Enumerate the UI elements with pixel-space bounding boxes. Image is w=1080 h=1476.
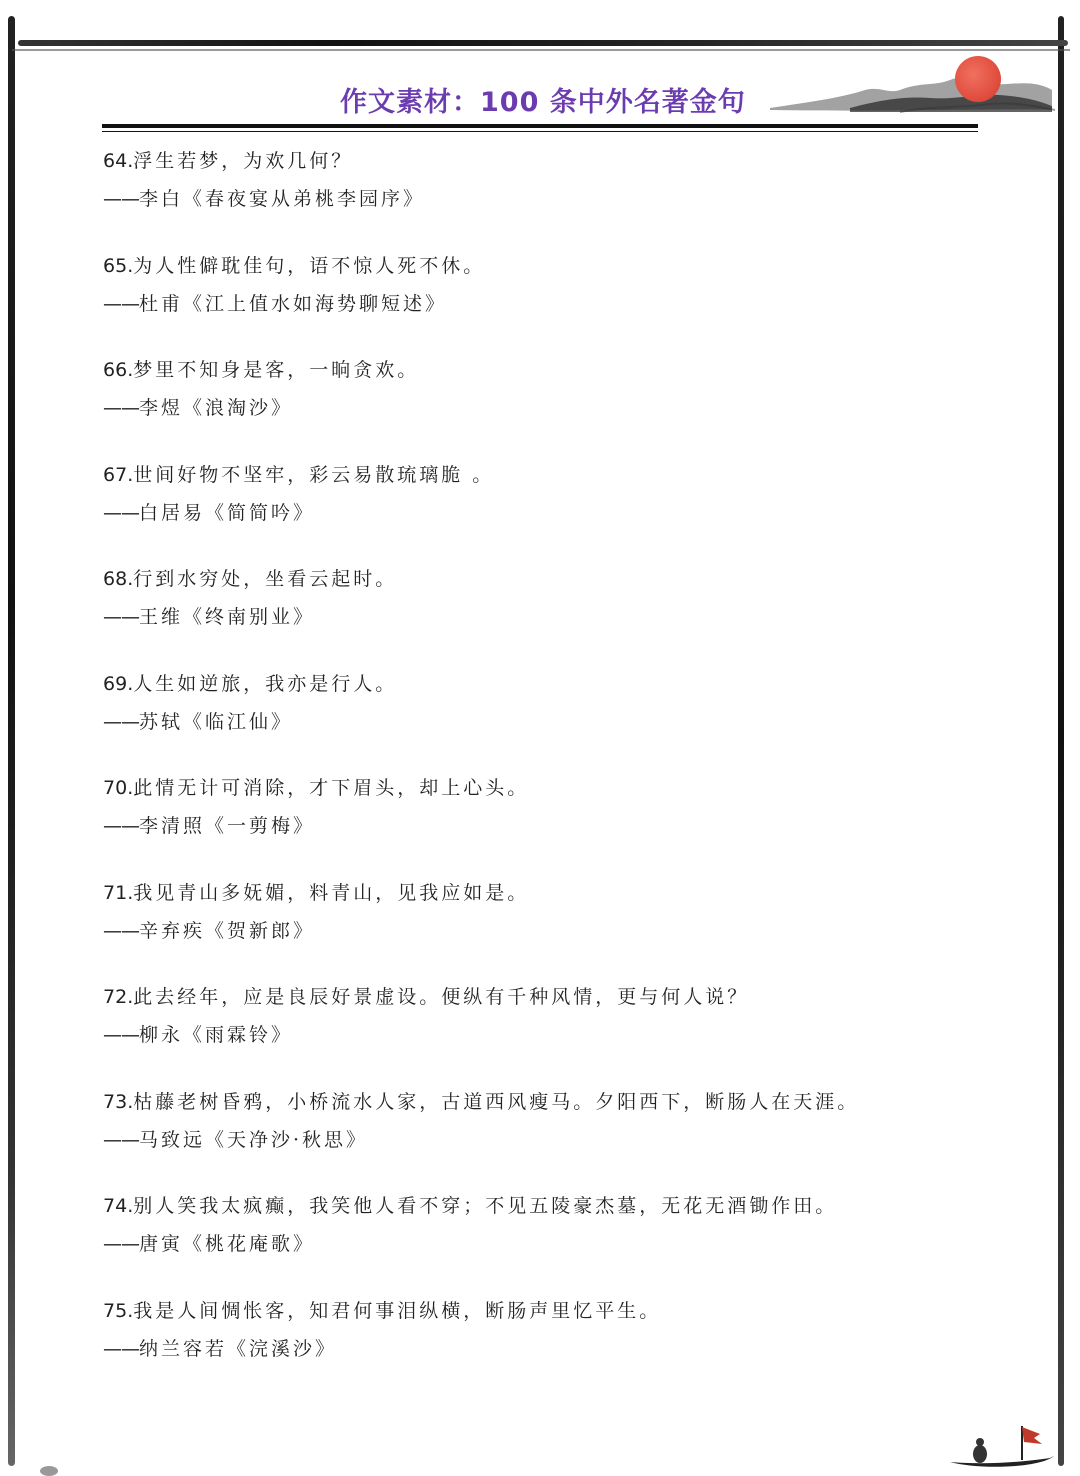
quote-entry: [103, 456, 983, 561]
source-dash: ——: [103, 815, 139, 837]
quote-source-line: [103, 703, 983, 741]
brush-frame-left: [8, 16, 15, 1466]
quote-source-line: [103, 1016, 983, 1054]
quote-entry: [103, 769, 983, 874]
quote-source: 辛弃疾《贺新郎》: [139, 919, 316, 942]
quote-text: 我是人间惆怅客，知君何事泪纵横，断肠声里忆平生。: [133, 1299, 662, 1322]
quote-text: 此去经年，应是良辰好景虚设。便纵有千种风情，更与何人说？: [133, 986, 750, 1008]
source-dash: ——: [103, 188, 139, 210]
quote-source: 李煜《浪淘沙》: [139, 397, 294, 419]
quote-entry: [103, 351, 983, 456]
quote-number-suffix: .: [127, 1299, 134, 1322]
quote-source-line: [103, 285, 983, 323]
quote-number-suffix: .: [127, 1090, 134, 1113]
quote-source: 王维《终南别业》: [139, 606, 316, 628]
quote-number-suffix: .: [127, 568, 134, 590]
page-title: 作文素材：100 条中外名著金句: [340, 87, 746, 118]
quote-text: 为人性僻耽佳句，语不惊人死不休。: [133, 254, 486, 277]
corner-ink-dot: [40, 1466, 58, 1476]
quote-entry: [103, 142, 983, 247]
quote-line: [103, 560, 983, 598]
quote-number-suffix: .: [127, 359, 134, 381]
source-dash: ——: [103, 292, 139, 315]
quote-number: 72: [103, 986, 128, 1008]
quote-number: 66: [103, 359, 128, 381]
source-dash: ——: [103, 397, 139, 419]
quote-number-suffix: .: [127, 881, 134, 904]
quote-entry: [103, 1187, 983, 1292]
quote-source: 李白《春夜宴从弟桃李园序》: [139, 188, 426, 210]
quote-line: [103, 247, 983, 285]
source-dash: ——: [103, 710, 139, 733]
quote-text: 梦里不知身是客，一晌贪欢。: [133, 359, 420, 381]
source-dash: ——: [103, 1024, 139, 1046]
quote-text: 别人笑我太疯癫，我笑他人看不穿；不见五陵豪杰墓，无花无酒锄作田。: [133, 1195, 838, 1217]
source-dash: ——: [103, 606, 139, 628]
quote-entry: [103, 665, 983, 770]
quote-source-line: [103, 180, 983, 218]
quote-line: [103, 978, 983, 1016]
quote-number-suffix: .: [127, 254, 134, 277]
quote-entry: [103, 1083, 983, 1188]
quote-source-line: [103, 1225, 983, 1263]
quote-line: [103, 142, 983, 180]
quote-source: 马致远《天净沙·秋思》: [139, 1128, 369, 1151]
quote-entry: [103, 978, 983, 1083]
title-underline-thick: [102, 124, 978, 128]
quote-source: 杜甫《江上值水如海势聊短述》: [139, 292, 448, 315]
quote-number: 70: [103, 777, 128, 799]
source-dash: ——: [103, 1233, 139, 1255]
quote-text: 行到水穷处，坐看云起时。: [133, 568, 398, 590]
quote-source: 柳永《雨霖铃》: [139, 1024, 294, 1046]
quote-line: [103, 1083, 983, 1121]
quote-line: [103, 665, 983, 703]
quote-line: [103, 351, 983, 389]
quote-number: 65: [103, 254, 128, 277]
quote-number: 74: [103, 1195, 128, 1217]
source-dash: ——: [103, 919, 139, 942]
quote-source-line: [103, 912, 983, 950]
brush-frame-top-thin: [12, 49, 1070, 51]
quote-number-suffix: .: [127, 150, 134, 172]
quote-line: [103, 456, 983, 494]
quote-number: 64: [103, 150, 128, 172]
quote-number-suffix: .: [127, 986, 134, 1008]
quote-source-line: [103, 598, 983, 636]
quote-number: 67: [103, 463, 128, 486]
source-dash: ——: [103, 1128, 139, 1151]
quote-entry: [103, 247, 983, 352]
quote-number: 75: [103, 1299, 128, 1322]
source-dash: ——: [103, 1337, 139, 1360]
quote-source-line: [103, 807, 983, 845]
quote-text: 我见青山多妩媚，料青山，见我应如是。: [133, 881, 530, 904]
quote-number: 68: [103, 568, 128, 590]
quote-number-suffix: .: [127, 672, 134, 695]
brush-frame-top: [18, 40, 1068, 46]
quote-number: 69: [103, 672, 128, 695]
quote-source-line: [103, 494, 983, 532]
quote-entry: [103, 874, 983, 979]
quote-text: 枯藤老树昏鸦，小桥流水人家，古道西风瘦马。夕阳西下，断肠人在天涯。: [133, 1090, 860, 1113]
quote-number-suffix: .: [127, 1195, 134, 1217]
quote-text: 此情无计可消除，才下眉头，却上心头。: [133, 777, 530, 799]
quote-line: [103, 769, 983, 807]
quote-number-suffix: .: [127, 463, 134, 486]
ink-boat-icon: [950, 1420, 1060, 1470]
quote-source: 李清照《一剪梅》: [139, 815, 316, 837]
quote-number: 71: [103, 881, 128, 904]
quote-number-suffix: .: [127, 777, 134, 799]
quote-source-line: [103, 389, 983, 427]
quote-source: 唐寅《桃花庵歌》: [139, 1233, 316, 1255]
brush-frame-right: [1058, 16, 1064, 1466]
quote-line: [103, 1292, 983, 1330]
quote-entry: [103, 1292, 983, 1397]
quote-source: 纳兰容若《浣溪沙》: [139, 1337, 338, 1360]
quote-number: 73: [103, 1090, 128, 1113]
quote-text: 人生如逆旅，我亦是行人。: [133, 672, 398, 695]
quote-source: 苏轼《临江仙》: [139, 710, 294, 733]
source-dash: ——: [103, 501, 139, 524]
title-underline-thin: [102, 131, 978, 132]
quote-source-line: [103, 1121, 983, 1159]
red-sun-icon: [955, 56, 1001, 102]
quote-text: 浮生若梦，为欢几何？: [133, 150, 354, 172]
quote-list: [103, 142, 983, 1396]
quote-text: 世间好物不坚牢，彩云易散琉璃脆 。: [133, 463, 495, 486]
quote-entry: [103, 560, 983, 665]
quote-line: [103, 874, 983, 912]
quote-line: [103, 1187, 983, 1225]
ink-mountains-illustration: [770, 60, 1060, 120]
quote-source-line: [103, 1330, 983, 1368]
quote-source: 白居易《简简吟》: [139, 501, 316, 524]
